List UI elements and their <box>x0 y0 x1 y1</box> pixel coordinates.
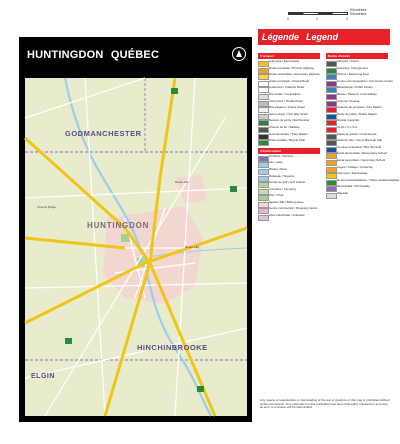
legend-item-label: Lac / Lake <box>269 160 283 165</box>
map-title-region: QUÉBEC <box>110 49 160 61</box>
legend-item-label: Rivière / River <box>269 166 288 171</box>
legend-item-label: Ruisseau / Streams <box>269 173 295 178</box>
legend-section-heading: Points d'intérêt <box>326 53 388 59</box>
legend-item <box>326 192 388 199</box>
place-label-elgin: ELGIN <box>31 373 55 380</box>
map-header <box>19 37 252 71</box>
legend-title-en: Legend <box>306 32 339 42</box>
legend-item-label: Sens unique / One Way Street <box>269 111 308 116</box>
scale-unit-en: Kilometers <box>350 12 367 16</box>
legend-item-label: Collectrice / Collector Road <box>269 85 305 90</box>
legend-item-label: Hôpital / Hospital <box>337 118 359 123</box>
legend-item-label: Terminus d'autobus / Bus Terminal <box>337 144 382 149</box>
legend-item-label: CLSC / C.L.S.C. <box>337 124 359 129</box>
map-canvas[interactable] <box>25 78 247 416</box>
legend-item-label: Zone industrielle / Industrial <box>269 213 305 218</box>
road-label: Route 202 <box>175 180 189 184</box>
legend-column-left <box>258 51 320 221</box>
legend-item-label: Cimetière / Cemetery <box>269 186 297 191</box>
legend-section-heading: Administration <box>258 148 320 154</box>
legend-item-label: Gare ferroviaire / Train Station <box>269 131 308 136</box>
legend-item-label: Autoroute / Expressway <box>269 59 300 63</box>
scale-label: 0 <box>287 17 289 21</box>
legend-item-label: Artère principale / Arterial Road <box>269 78 310 83</box>
scale-unit-fr: Kilomètres <box>350 8 367 12</box>
legend-item-label: Route secondaire / Secondary Highway <box>269 72 320 77</box>
place-label-huntingdon: HUNTINGDON <box>87 221 150 230</box>
route-shield-icon <box>197 386 204 392</box>
legend-item-label: Rue locale / Local Street <box>269 91 301 96</box>
copyright-footnote: Any means of reproduction or downloading of the text or graphics of this map is prohibited without written permission. Any information in this publication has been thoroughly checked for accuracy, all error or omission will be indemnified. <box>260 398 390 410</box>
legend-swatch-icon <box>326 193 337 199</box>
scale-label: 1 <box>316 17 318 21</box>
scale-bar-graphic <box>288 12 348 15</box>
place-label-hinchinbrooke: HINCHINBROOKE <box>137 343 208 352</box>
map-panel <box>19 37 252 422</box>
legend-item-label: Secteur bâti / Built-up Area <box>269 199 304 204</box>
legend-item-label: Poste de police / Police Station <box>337 111 377 116</box>
legend-item-label: Parc / Park <box>269 193 284 198</box>
legend-item-label: Cégep / Collège / University <box>337 164 373 169</box>
legend-item-label: Camping / Campground <box>337 65 368 70</box>
legend-header <box>258 29 390 45</box>
legend-item <box>258 161 320 168</box>
legend-item-label: Voie privée / Private Road <box>269 98 303 103</box>
legend-item-label: Bibliothèque / Public Library <box>337 85 373 90</box>
scale-label: 2 <box>346 17 348 21</box>
legend-item-label: Hôtel de ville / City or Borough Hall <box>337 138 382 143</box>
legend-item-label: École élémentaire / Elementary School <box>337 151 387 156</box>
legend-item-label: Caserne de pompiers / Fire Station <box>337 105 382 110</box>
legend-item-label: Autoroute / Expressway <box>337 171 368 176</box>
legend-item-label: Terrain de golf / Golf Course <box>269 180 306 185</box>
legend-swatch-icon <box>258 215 269 221</box>
road-label: Chemin Ridge <box>37 205 57 209</box>
legend-item-label: Route transcanadienne / Trans-Canada Highway <box>337 177 400 182</box>
legend-item-label: Centre commercial / Shopping Centre <box>269 206 318 211</box>
legend-item-label: Municipalité / Municipality <box>337 184 370 189</box>
legend-item-label: Territoire / Territory <box>269 153 294 158</box>
legend-item-label: Piscine / Swimming Pool <box>337 72 369 77</box>
legend-item-label: Rue projetée / Future Street <box>269 105 305 110</box>
legend-item-label: Aéroport / Airport <box>337 59 359 63</box>
legend-section-heading: Transport <box>258 53 320 59</box>
legend-item-label: Cinéma / Cinema <box>337 98 360 103</box>
legend-item-label: Palais de justice / Court House <box>337 131 377 136</box>
map-title <box>27 49 159 61</box>
route-shield-icon <box>230 186 237 192</box>
legend-item-label: École secondaire / Secondary School <box>337 157 386 162</box>
legend-title-fr: Légende <box>262 32 300 42</box>
legend-item-label: Musée / Museum or Art Gallery <box>337 91 377 96</box>
legend-item <box>258 139 320 146</box>
scale-bar <box>288 8 366 22</box>
legend-item <box>258 214 320 221</box>
north-arrow-icon <box>232 47 246 61</box>
road-label: Route 138 <box>185 245 199 249</box>
legend-item-label: Chemin de fer / Railway <box>269 124 300 129</box>
legend-item-label: Centre communautaire / Community Centre <box>337 78 393 83</box>
map-title-city: HUNTINGDON <box>27 49 104 61</box>
legend-item-label: Piste cyclable / Bicycle Path <box>269 138 305 143</box>
route-shield-icon <box>171 88 178 94</box>
legend-item-label: Numéro de sortie / Exit Number <box>269 118 310 123</box>
legend-item <box>326 185 388 192</box>
route-shield-icon <box>65 338 72 344</box>
legend-column-right <box>326 51 400 198</box>
legend-item-label: Wayside <box>337 190 348 195</box>
legend-swatch-icon <box>258 140 269 146</box>
place-label-godmanchester: GODMANCHESTER <box>65 129 142 138</box>
legend-item-label: Route principale / Primary Highway <box>269 65 315 70</box>
